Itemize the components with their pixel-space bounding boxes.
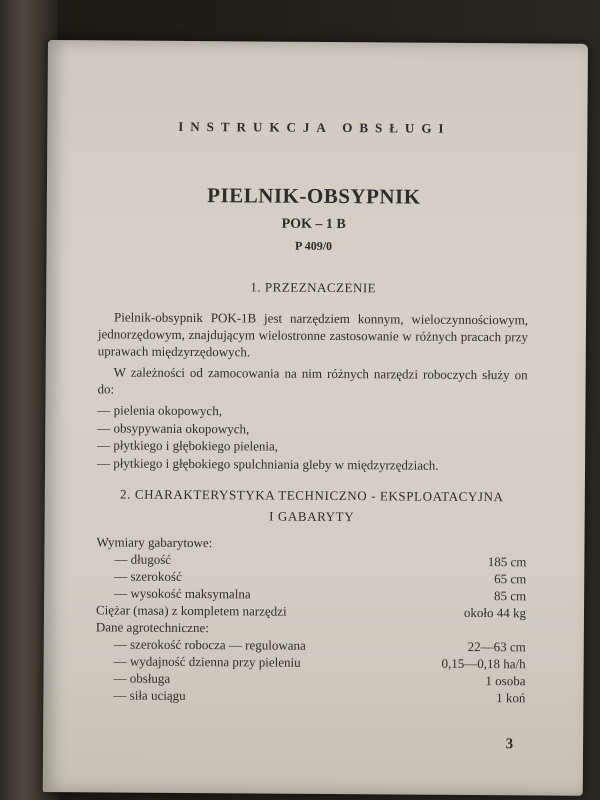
spec-value: 65 cm: [494, 571, 527, 587]
spec-name: — obsługa: [113, 670, 171, 686]
spec-name: Ciężar (masa) z kompletem narzędzi: [95, 602, 287, 619]
spec-value: 22—63 cm: [467, 638, 526, 655]
dimensions-label: Wymiary gabarytowe:: [96, 534, 213, 551]
spec-value: 1 osoba: [485, 673, 526, 689]
series-title: INSTRUKCJA OBSŁUGI: [178, 118, 451, 136]
section2-heading-line2: I GABARYTY: [269, 508, 355, 525]
list-item: — płytkiego i głębokiego pielenia,: [97, 436, 527, 457]
spec-name: — siła uciągu: [113, 687, 186, 703]
section2-heading: [97, 483, 527, 528]
spec-value: 85 cm: [493, 588, 527, 604]
catalog-code: P 409/0: [295, 238, 333, 253]
spec-name: — szerokość robocza — regulowana: [113, 636, 306, 653]
section1-heading: 1. PRZEZNACZENIE: [250, 279, 377, 296]
list-item: — pielenia okopowych,: [97, 401, 527, 422]
section1-paragraph2: W zależności od zamocowania na nim różnych narzędzi roboczych służy on do:: [97, 364, 528, 397]
spec-row: [95, 686, 525, 706]
list-item: — obsypywania okopowych,: [97, 419, 527, 440]
agro-label: Dane agrotechniczne:: [95, 619, 209, 636]
spec-value: około 44 kg: [463, 604, 527, 621]
list-item: — płytkiego i głębokiego spulchniania gleby w międzyrzędziach.: [97, 454, 527, 475]
spec-name: — wysokość maksymalna: [114, 585, 251, 602]
page-content: [95, 118, 529, 706]
section2-heading-line1: 2. CHARAKTERYSTYKA TECHNICZNO - EKSPLOATACYJNA: [120, 486, 504, 505]
spec-value: 185 cm: [487, 554, 527, 570]
spec-name: — szerokość: [114, 568, 182, 584]
document-title: PIELNIK-OBSYPNIK: [207, 183, 421, 209]
spec-name: — wydajność dzienna przy pieleniu: [113, 653, 301, 670]
spec-value: 0,15—0,18 ha/h: [441, 655, 526, 672]
spec-name: — długość: [114, 551, 172, 567]
manual-page: [43, 40, 588, 796]
model-designation: POK – 1 B: [281, 216, 346, 233]
section1-paragraph1: Pielnik-obsypnik POK-1B jest narzędziem konnym, wieloczynnościowym, jednorzędowym, znajdującym wielostronne zastosowanie w różnych pracach przy uprawach międzyrzędowych.: [97, 309, 529, 360]
spec-value: 1 koń: [496, 690, 526, 706]
page-number: 3: [505, 736, 514, 753]
uses-list: [97, 401, 527, 474]
